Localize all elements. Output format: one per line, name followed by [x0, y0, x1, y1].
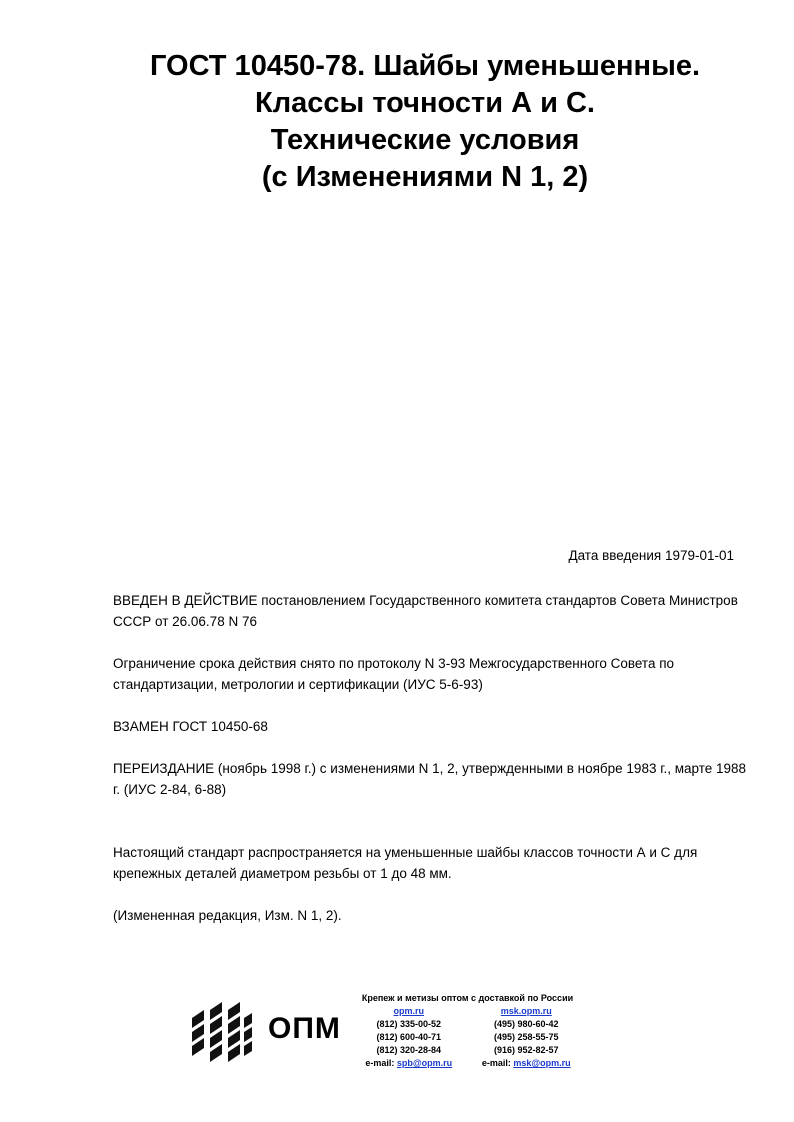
msk-phone-1: (495) 980-60-42: [493, 1019, 559, 1029]
scope-paragraph: Настоящий стандарт распространяется на уменьшенные шайбы классов точности А и С для крепежных деталей диаметром резьбы от 1 до 48 мм.: [113, 845, 698, 881]
opm-logo-text: ОПМ: [268, 1012, 341, 1045]
msk-site-link[interactable]: msk.opm.ru: [500, 1006, 552, 1016]
replaces-paragraph: ВЗАМЕН ГОСТ 10450-68: [113, 719, 268, 734]
msk-email-label: e-mail:: [481, 1058, 511, 1068]
title-line-4: (с Изменениями N 1, 2): [261, 161, 589, 193]
amended-note: (Измененная редакция, Изм. N 1, 2).: [113, 908, 342, 923]
msk-phone-2: (495) 258-55-75: [493, 1032, 559, 1042]
spb-phone-3: (812) 320-28-84: [376, 1045, 442, 1055]
spb-site-link[interactable]: opm.ru: [393, 1006, 424, 1016]
footer-contacts-block: [190, 990, 610, 1070]
opm-logo-icon: [190, 998, 254, 1073]
spb-phone-2: (812) 600-40-71: [376, 1032, 442, 1042]
title-line-2: Классы точности А и С.: [255, 87, 595, 119]
introduction-date: Дата введения 1979-01-01: [568, 548, 734, 563]
title-line-1: ГОСТ 10450-78. Шайбы уменьшенные.: [149, 50, 701, 82]
spb-email-label: e-mail:: [365, 1058, 395, 1068]
spb-phone-1: (812) 335-00-52: [376, 1019, 442, 1029]
limitation-paragraph: Ограничение срока действия снято по протоколу N 3-93 Межгосударственного Совета по стандартизации, метрологии и сертификации (ИУС 5-6-93): [113, 656, 675, 692]
msk-email-link[interactable]: msk@opm.ru: [513, 1058, 571, 1068]
spb-email-link[interactable]: spb@opm.ru: [396, 1058, 453, 1068]
footer-tagline: Крепеж и метизы оптом с доставкой по России: [361, 993, 574, 1003]
contacts-table: [350, 992, 585, 1070]
document-title: [100, 48, 750, 196]
reissue-paragraph: ПЕРЕИЗДАНИЕ (ноябрь 1998 г.) с изменениями N 1, 2, утвержденными в ноябре 1983 г., марте 1988 г. (ИУС 2-84, 6-88): [113, 761, 747, 797]
enacted-paragraph: ВВЕДЕН В ДЕЙСТВИЕ постановлением Государственного комитета стандартов Совета Министров СССР от 26.06.78 N 76: [113, 593, 738, 629]
title-line-3: Технические условия: [270, 124, 580, 156]
msk-phone-3: (916) 952-82-57: [493, 1045, 559, 1055]
